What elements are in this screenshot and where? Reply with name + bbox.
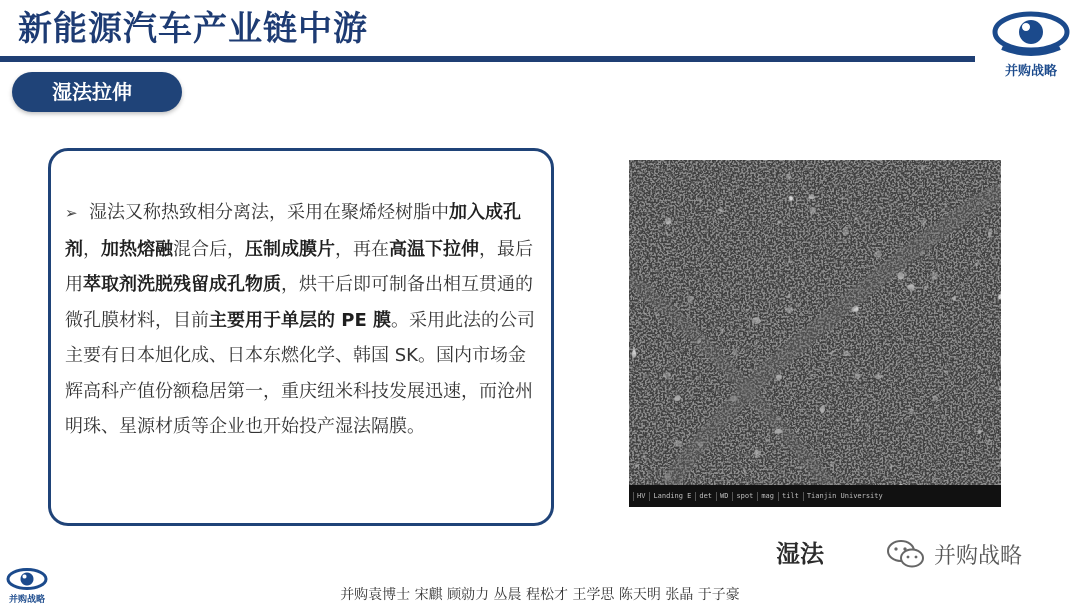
- watermark-text: 并购战略: [934, 543, 1023, 569]
- sem-texture: [629, 160, 1001, 485]
- text-segment: 混合后，: [173, 238, 245, 260]
- text-segment: 。采用此法的公司主要有日本旭化成、日本东燃化学、韩国 SK。国内市场金辉高科产值份额稳居第一，重庆纽米科技发展迅速，而沧州明珠、星源材质等企业也开始投产湿法隔膜。: [65, 309, 536, 437]
- description-text: [65, 195, 543, 445]
- emphasis-segment: 主要用于单层的 PE 膜: [209, 309, 392, 331]
- brand-logo: [990, 8, 1072, 80]
- sem-info-cell: Tianjin University: [803, 492, 883, 501]
- image-caption: 湿法: [776, 540, 824, 568]
- eye-logo-icon: [990, 8, 1072, 60]
- triangle-bullet-icon: ➢: [65, 204, 78, 222]
- footer-logo-label: 并购战略: [8, 595, 45, 605]
- sem-info-cell: mag: [757, 492, 774, 501]
- emphasis-segment: 压制成膜片: [245, 238, 335, 260]
- logo-label: 并购战略: [1004, 64, 1057, 79]
- section-label: 湿法拉伸: [12, 72, 182, 112]
- text-segment: ，: [83, 238, 101, 260]
- wechat-icon: [886, 539, 926, 569]
- emphasis-segment: 萃取剂洗脱残留成孔物质: [83, 274, 281, 295]
- text-segment: ，再在: [335, 238, 389, 260]
- description-card: [48, 148, 554, 526]
- text-segment: 湿法又称热致相分离法，采用在聚烯烃树脂中: [89, 202, 449, 223]
- page-title: 新能源汽车产业链中游: [18, 9, 368, 49]
- emphasis-segment: 加热熔融: [101, 238, 173, 260]
- emphasis-segment: 加入成孔剂: [65, 202, 521, 260]
- sem-info-cell: det: [695, 492, 712, 501]
- sem-info-cell: spot: [732, 492, 753, 501]
- wechat-watermark: [886, 538, 1022, 570]
- sem-info-bar: [629, 485, 1001, 507]
- footer-credits: 并购袁博士 宋麒 顾勍力 丛晨 程松才 王学思 陈天明 张晶 于子豪: [340, 587, 740, 603]
- emphasis-segment: 高温下拉伸: [389, 238, 479, 260]
- title-divider: [0, 56, 975, 62]
- text-segment: ，烘干后即可制备出相互贯通的微孔膜材料，目前: [65, 274, 533, 331]
- sem-info-cell: HV: [633, 492, 645, 501]
- sem-micrograph-image: [629, 160, 1001, 507]
- text-segment: ，最后用: [65, 238, 533, 295]
- sem-info-cell: WD: [716, 492, 728, 501]
- sem-info-cell: tilt: [778, 492, 799, 501]
- sem-info-cell: Landing E: [649, 492, 691, 501]
